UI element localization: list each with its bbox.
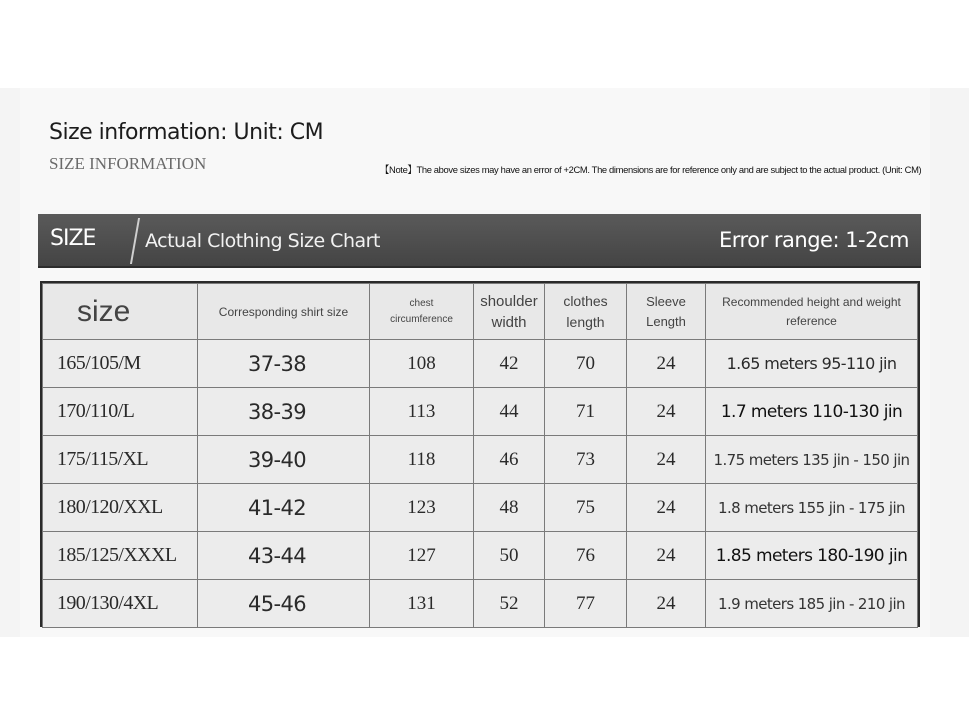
- cell-shirt-size: 38-39: [198, 388, 370, 436]
- header-sleeve-length: [627, 284, 706, 340]
- size-chart: [40, 281, 920, 627]
- header-rec-line2: reference: [786, 313, 837, 328]
- header-recommended: [706, 284, 918, 340]
- banner-divider: [130, 218, 140, 264]
- cell-recommended: 1.65 meters 95-110 jin: [706, 340, 918, 388]
- header-size: size: [43, 284, 198, 340]
- cell-clothes-length: 73: [545, 436, 627, 484]
- table-row: [43, 532, 918, 580]
- header-shoulder-line2: width: [491, 313, 527, 331]
- cell-clothes-length: 77: [545, 580, 627, 628]
- cell-shirt-size: 41-42: [198, 484, 370, 532]
- cell-clothes-length: 76: [545, 532, 627, 580]
- cell-chest: 123: [370, 484, 474, 532]
- cell-shoulder: 44: [474, 388, 545, 436]
- table-row: [43, 436, 918, 484]
- cell-sleeve-length: 24: [627, 580, 706, 628]
- cell-recommended: 1.9 meters 185 jin - 210 jin: [706, 580, 918, 628]
- cell-shoulder: 50: [474, 532, 545, 580]
- cell-clothes-length: 70: [545, 340, 627, 388]
- cell-shoulder: 52: [474, 580, 545, 628]
- cell-sleeve-length: 24: [627, 532, 706, 580]
- cell-chest: 118: [370, 436, 474, 484]
- cell-size: 175/115/XL: [43, 436, 198, 484]
- banner-error-range: Error range: 1-2cm: [719, 228, 909, 252]
- banner-chart-title: Actual Clothing Size Chart: [145, 230, 380, 252]
- cell-chest: 131: [370, 580, 474, 628]
- cell-size: 170/110/L: [43, 388, 198, 436]
- header-sleeve-line1: Sleeve: [646, 293, 686, 309]
- header-chest-line1: chest: [409, 297, 434, 309]
- cell-sleeve-length: 24: [627, 436, 706, 484]
- size-note: 【Note】The above sizes may have an error of +2CM. The dimensions are for reference only and are subject to the actual product. (Unit: CM): [380, 164, 922, 175]
- header-clothes-line2: length: [566, 313, 605, 330]
- cell-recommended: 1.7 meters 110-130 jin: [706, 388, 918, 436]
- cell-size: 165/105/M: [43, 340, 198, 388]
- cell-shirt-size: 45-46: [198, 580, 370, 628]
- cell-shirt-size: 43-44: [198, 532, 370, 580]
- header-chest: [370, 284, 474, 340]
- cell-clothes-length: 71: [545, 388, 627, 436]
- header-sleeve-line2: Length: [646, 313, 686, 329]
- header-rec-line1: Recommended height and weight: [722, 294, 901, 309]
- header-shirt-size: Corresponding shirt size: [198, 284, 370, 340]
- header-shoulder-line1: shoulder: [480, 292, 538, 310]
- cell-chest: 113: [370, 388, 474, 436]
- cell-shoulder: 46: [474, 436, 545, 484]
- page-title: Size information: Unit: CM: [49, 120, 324, 145]
- table-row: [43, 484, 918, 532]
- cell-clothes-length: 75: [545, 484, 627, 532]
- header-clothes-length: [545, 284, 627, 340]
- cell-size: 180/120/XXL: [43, 484, 198, 532]
- cell-shoulder: 48: [474, 484, 545, 532]
- cell-chest: 108: [370, 340, 474, 388]
- cell-sleeve-length: 24: [627, 388, 706, 436]
- cell-recommended: 1.85 meters 180-190 jin: [706, 532, 918, 580]
- cell-shoulder: 42: [474, 340, 545, 388]
- cell-sleeve-length: 24: [627, 340, 706, 388]
- table-header-row: [43, 284, 918, 340]
- table-row: [43, 580, 918, 628]
- header-clothes-line1: clothes: [563, 292, 608, 309]
- header-shoulder: [474, 284, 545, 340]
- cell-recommended: 1.8 meters 155 jin - 175 jin: [706, 484, 918, 532]
- cell-recommended: 1.75 meters 135 jin - 150 jin: [706, 436, 918, 484]
- size-table: [42, 283, 918, 628]
- cell-size: 190/130/4XL: [43, 580, 198, 628]
- table-row: [43, 340, 918, 388]
- page-subtitle: SIZE INFORMATION: [49, 154, 207, 173]
- cell-chest: 127: [370, 532, 474, 580]
- table-row: [43, 388, 918, 436]
- header-chest-line2: circumference: [390, 313, 453, 325]
- cell-sleeve-length: 24: [627, 484, 706, 532]
- cell-shirt-size: 37-38: [198, 340, 370, 388]
- cell-shirt-size: 39-40: [198, 436, 370, 484]
- cell-size: 185/125/XXXL: [43, 532, 198, 580]
- chart-banner: [38, 214, 921, 268]
- banner-size-label: SIZE: [50, 226, 96, 251]
